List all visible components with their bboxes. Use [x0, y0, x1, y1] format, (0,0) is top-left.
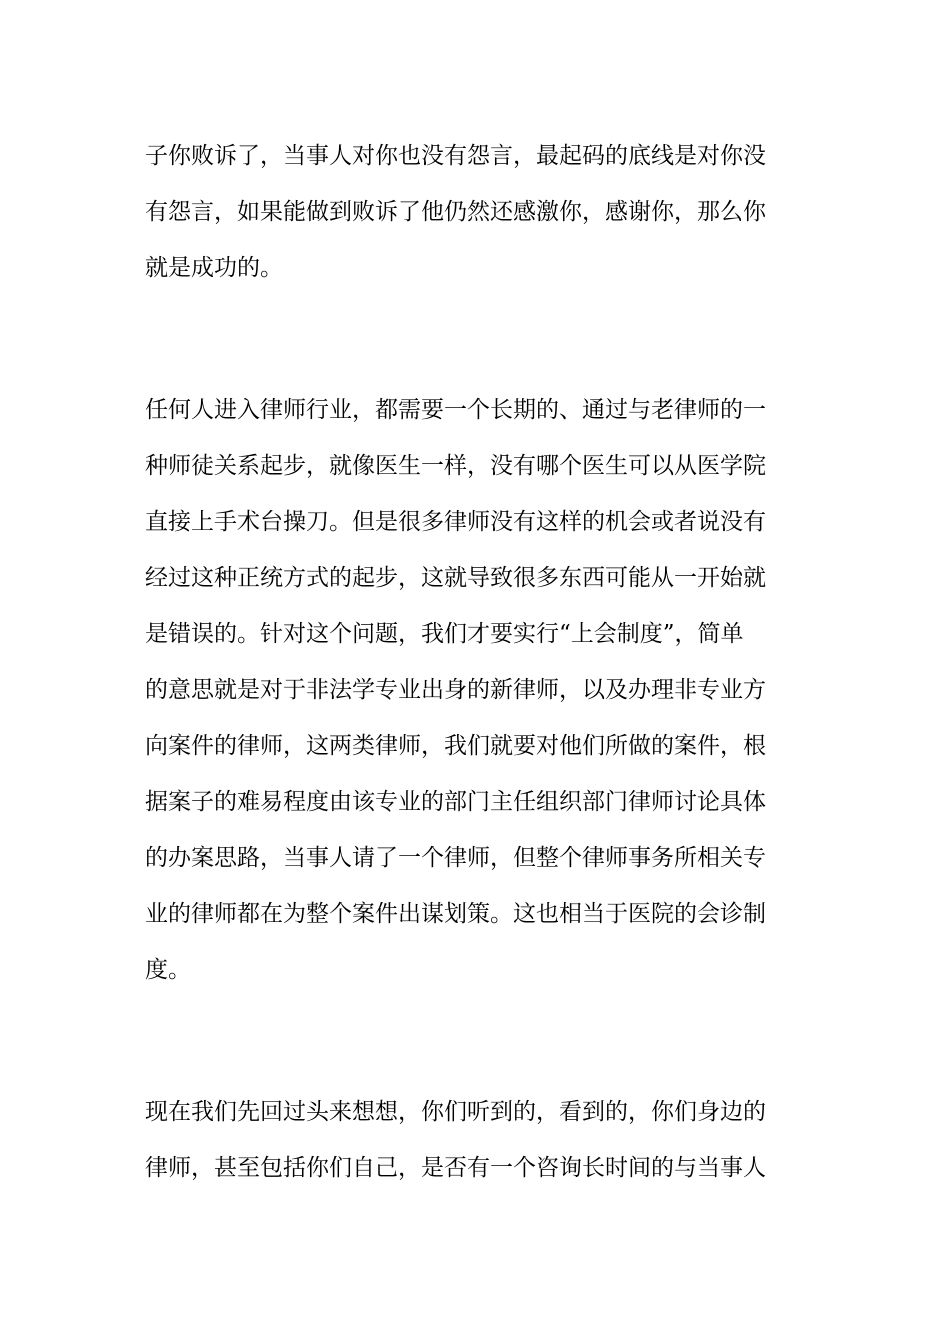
paragraph-line: 就是成功的。	[145, 255, 283, 281]
paragraph-line: 向案件的律师，这两类律师，我们就要对他们所做的案件，根	[145, 733, 766, 759]
paragraph-line: 的办案思路，当事人请了一个律师，但整个律师事务所相关专	[145, 845, 766, 871]
paragraph-line: 种师徒关系起步，就像医生一样，没有哪个医生可以从医学院	[145, 453, 766, 479]
paragraph-line: 有怨言，如果能做到败诉了他仍然还感激你，感谢你，那么你	[145, 199, 766, 225]
paragraph-line: 子你败诉了，当事人对你也没有怨言，最起码的底线是对你没	[145, 143, 766, 169]
paragraph-line: 律师，甚至包括你们自己，是否有一个咨询长时间的与当事人	[145, 1155, 766, 1181]
paragraph-line: 据案子的难易程度由该专业的部门主任组织部门律师讨论具体	[145, 789, 766, 815]
paragraph-line: 任何人进入律师行业，都需要一个长期的、通过与老律师的一	[145, 397, 766, 423]
paragraph-line: 度。	[145, 957, 191, 983]
paragraph-line: 业的律师都在为整个案件出谋划策。这也相当于医院的会诊制	[145, 901, 766, 927]
paragraph-line: 是错误的。针对这个问题，我们才要实行“上会制度”，简单	[145, 621, 744, 647]
paragraph-line: 经过这种正统方式的起步，这就导致很多东西可能从一开始就	[145, 565, 766, 591]
paragraph-line: 的意思就是对于非法学专业出身的新律师，以及办理非专业方	[145, 677, 766, 703]
paragraph-line: 直接上手术台操刀。但是很多律师没有这样的机会或者说没有	[145, 509, 766, 535]
paragraph-line: 现在我们先回过头来想想，你们听到的，看到的，你们身边的	[145, 1099, 766, 1125]
